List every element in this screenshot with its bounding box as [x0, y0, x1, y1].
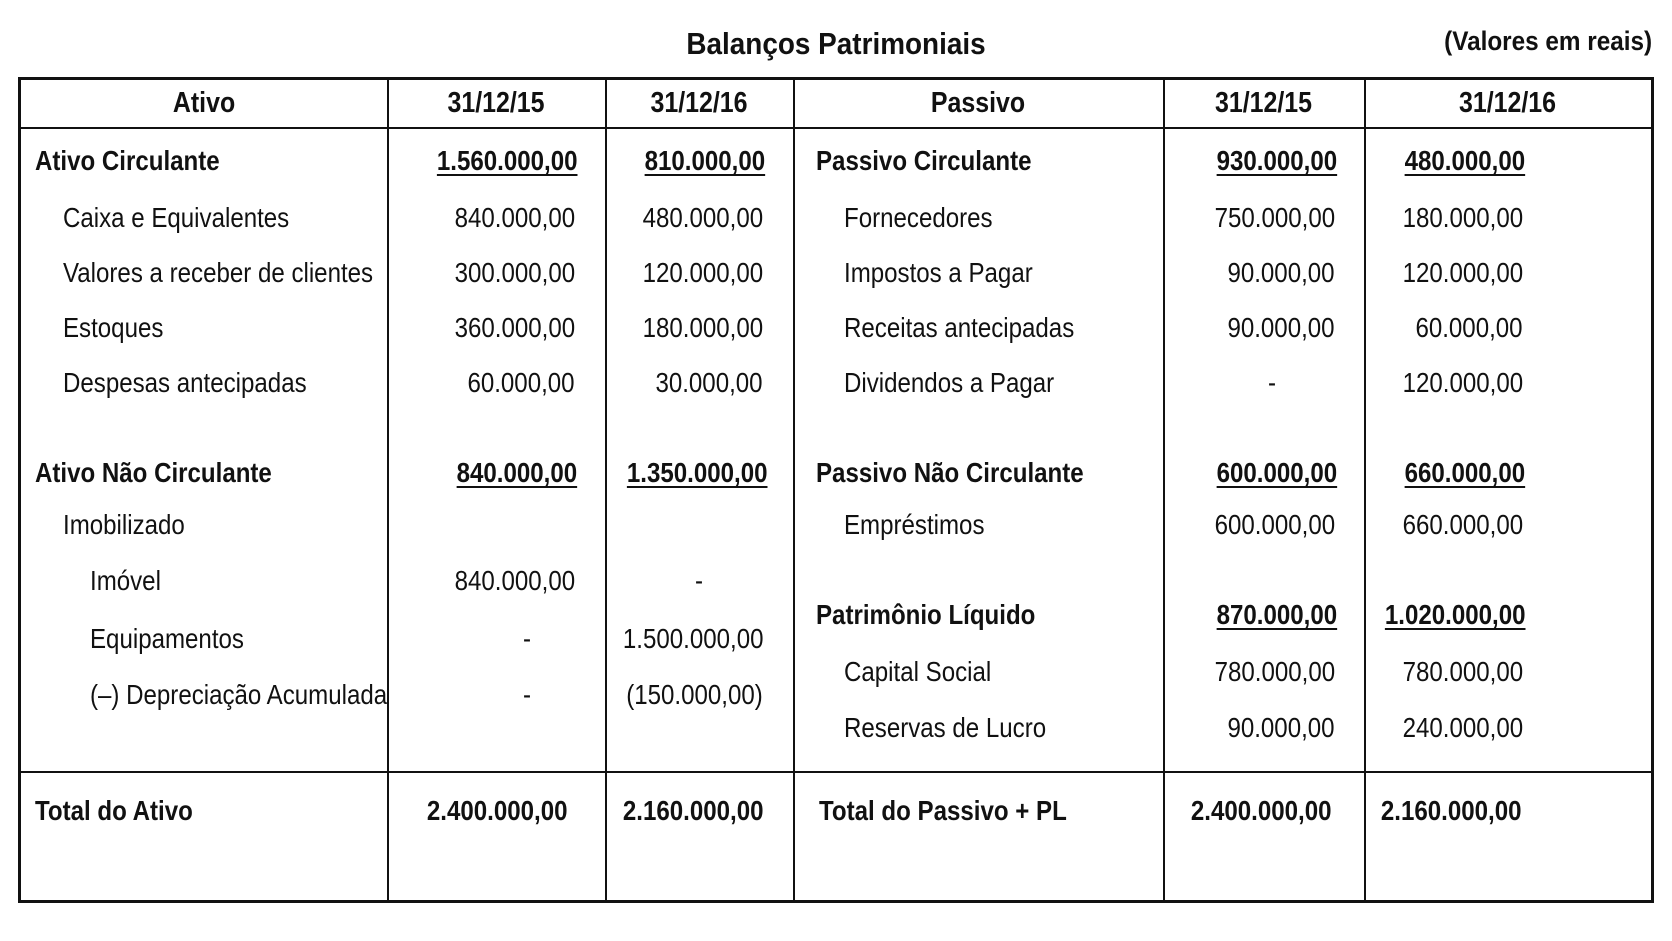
header-ativo-date-2015: 31/12/15	[447, 87, 545, 119]
capital-social-2016: 780.000,00	[1402, 656, 1523, 687]
capital-social-label: Capital Social	[844, 656, 992, 687]
fornecedores-2016: 180.000,00	[1402, 202, 1523, 233]
header-divider	[21, 127, 1651, 129]
ativo-nao-circulante-2016: 1.350.000,00	[626, 457, 767, 488]
estoques-2016: 180.000,00	[642, 312, 763, 343]
passivo-nao-circulante-2015: 600.000,00	[1216, 457, 1337, 488]
depreciacao-2016: (150.000,00)	[626, 679, 763, 710]
total-ativo-label: Total do Ativo	[35, 795, 193, 826]
despesas-antecipadas-2015: 60.000,00	[467, 367, 575, 398]
depreciacao-2015: -	[522, 679, 532, 710]
caixa-label: Caixa e Equivalentes	[63, 202, 290, 233]
passivo-nao-circulante-2016: 660.000,00	[1404, 457, 1525, 488]
caixa-2015: 840.000,00	[454, 202, 575, 233]
equipamentos-label: Equipamentos	[90, 623, 244, 654]
total-passivo-2015: 2.400.000,00	[1190, 795, 1331, 826]
imovel-label: Imóvel	[90, 565, 161, 596]
despesas-antecipadas-2016: 30.000,00	[655, 367, 763, 398]
passivo-circulante-2016: 480.000,00	[1404, 145, 1525, 176]
header-ativo: Ativo	[172, 87, 236, 119]
imobilizado-label: Imobilizado	[63, 509, 185, 540]
header-passivo: Passivo	[930, 87, 1026, 119]
total-passivo-2016: 2.160.000,00	[1380, 795, 1521, 826]
valores-receber-2016: 120.000,00	[642, 257, 763, 288]
patrimonio-liquido-2016: 1.020.000,00	[1384, 599, 1525, 630]
units-note: (Valores em reais)	[1443, 26, 1652, 56]
passivo-circulante-label: Passivo Circulante	[816, 145, 1032, 176]
capital-social-2015: 780.000,00	[1214, 656, 1335, 687]
total-ativo-2015: 2.400.000,00	[426, 795, 567, 826]
depreciacao-label: (–) Depreciação Acumulada	[90, 679, 388, 710]
emprestimos-2016: 660.000,00	[1402, 509, 1523, 540]
emprestimos-2015: 600.000,00	[1214, 509, 1335, 540]
balance-sheet-table	[18, 77, 1654, 903]
receitas-antecipadas-2015: 90.000,00	[1227, 312, 1335, 343]
header-ativo-date-2016: 31/12/16	[650, 87, 748, 119]
column-divider	[387, 80, 389, 900]
ativo-circulante-2016: 810.000,00	[644, 145, 765, 176]
column-divider	[1163, 80, 1165, 900]
imovel-2016: -	[694, 565, 704, 596]
ativo-nao-circulante-2015: 840.000,00	[456, 457, 577, 488]
column-divider	[793, 80, 795, 900]
receitas-antecipadas-label: Receitas antecipadas	[844, 312, 1075, 343]
valores-receber-2015: 300.000,00	[454, 257, 575, 288]
reservas-2016: 240.000,00	[1402, 712, 1523, 743]
impostos-label: Impostos a Pagar	[844, 257, 1033, 288]
dividendos-label: Dividendos a Pagar	[844, 367, 1055, 398]
equipamentos-2015: -	[522, 623, 532, 654]
total-ativo-2016: 2.160.000,00	[622, 795, 763, 826]
column-divider	[1364, 80, 1366, 900]
passivo-circulante-2015: 930.000,00	[1216, 145, 1337, 176]
emprestimos-label: Empréstimos	[844, 509, 985, 540]
estoques-label: Estoques	[63, 312, 164, 343]
dividendos-2016: 120.000,00	[1402, 367, 1523, 398]
patrimonio-liquido-2015: 870.000,00	[1216, 599, 1337, 630]
ativo-circulante-label: Ativo Circulante	[35, 145, 220, 176]
ativo-nao-circulante-label: Ativo Não Circulante	[35, 457, 272, 488]
imovel-2015: 840.000,00	[454, 565, 575, 596]
header-passivo-date-2015: 31/12/15	[1214, 87, 1313, 119]
valores-receber-label: Valores a receber de clientes	[63, 257, 374, 288]
caixa-2016: 480.000,00	[642, 202, 763, 233]
fornecedores-2015: 750.000,00	[1214, 202, 1335, 233]
impostos-2015: 90.000,00	[1227, 257, 1335, 288]
reservas-label: Reservas de Lucro	[844, 712, 1047, 743]
despesas-antecipadas-label: Despesas antecipadas	[63, 367, 307, 398]
equipamentos-2016: 1.500.000,00	[622, 623, 763, 654]
total-passivo-label: Total do Passivo + PL	[819, 795, 1067, 826]
ativo-circulante-2015: 1.560.000,00	[436, 145, 577, 176]
dividendos-2015: -	[1267, 367, 1277, 398]
receitas-antecipadas-2016: 60.000,00	[1415, 312, 1523, 343]
fornecedores-label: Fornecedores	[844, 202, 993, 233]
estoques-2015: 360.000,00	[454, 312, 575, 343]
document-title: Balanços Patrimoniais	[686, 26, 986, 61]
passivo-nao-circulante-label: Passivo Não Circulante	[816, 457, 1084, 488]
reservas-2015: 90.000,00	[1227, 712, 1335, 743]
header-passivo-date-2016: 31/12/16	[1458, 87, 1557, 119]
patrimonio-liquido-label: Patrimônio Líquido	[816, 599, 1036, 630]
total-divider	[21, 771, 1651, 773]
impostos-2016: 120.000,00	[1402, 257, 1523, 288]
column-divider	[605, 80, 607, 900]
